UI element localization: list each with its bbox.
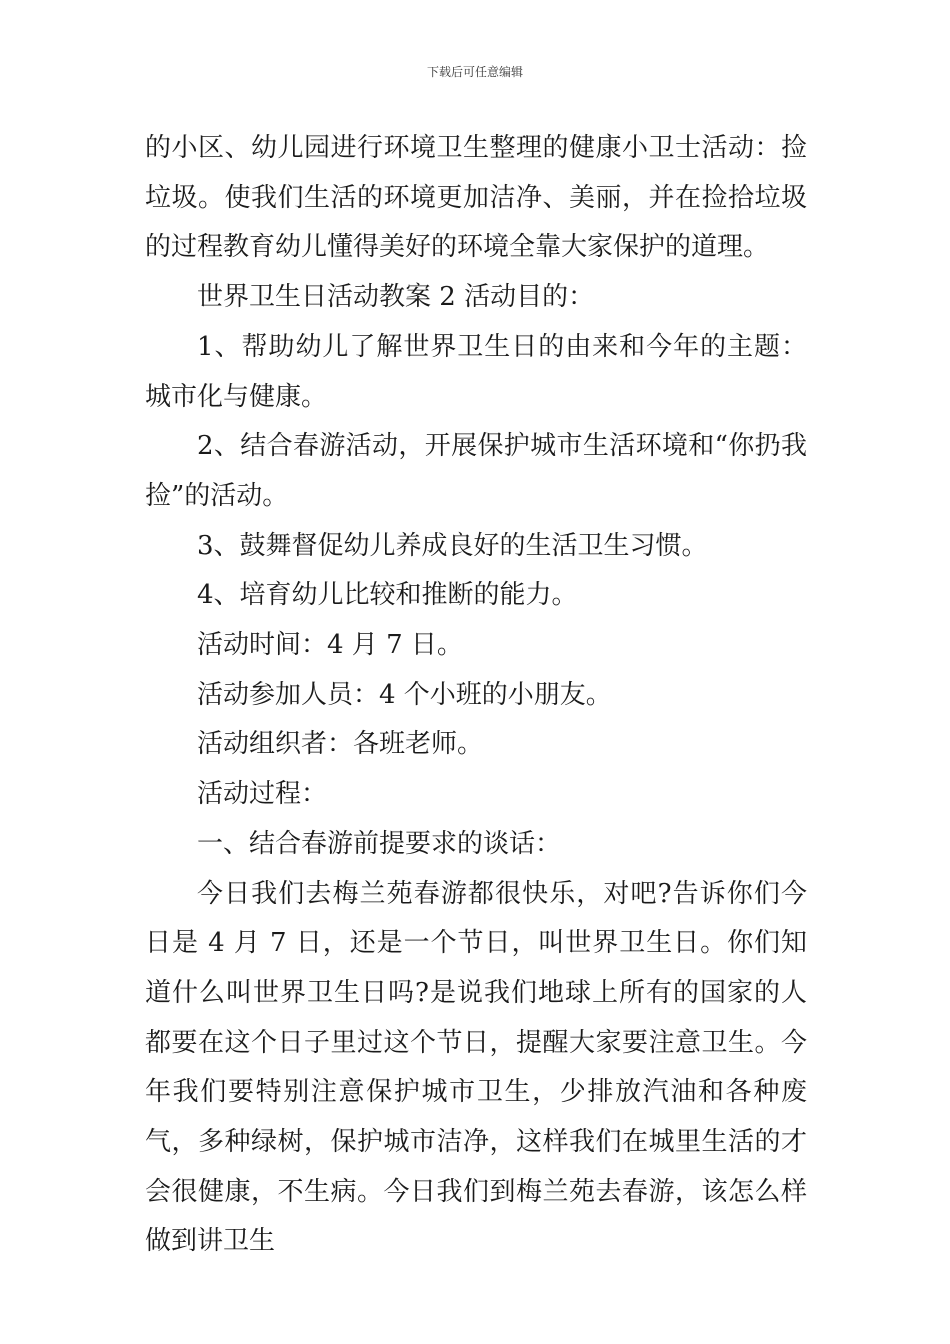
paragraph-6: 4、培育幼儿比较和推断的能力。 xyxy=(197,580,578,611)
paragraph-9: 活动组织者：各班老师。 xyxy=(197,729,484,760)
paragraph-11: 一、结合春游前提要求的谈话： xyxy=(197,828,562,859)
paragraph-2: 世界卫生日活动教案 2 活动目的： xyxy=(197,282,595,313)
paragraph-1: 的小区、幼儿园进行环境卫生整理的健康小卫士活动：捡垃圾。使我们生活的环境更加洁净、美丽，并在捡拾垃圾的过程教育幼儿懂得美好的环境全靠大家保护的道理。 xyxy=(145,133,807,263)
document-body xyxy=(145,124,807,1267)
page-header-note: 下载后可任意编辑 xyxy=(426,65,523,79)
paragraph-8: 活动参加人员：4 个小班的小朋友。 xyxy=(197,679,612,710)
paragraph-4: 2、结合春游活动，开展保护城市生活环境和“你扔我捡”的活动。 xyxy=(145,431,807,511)
paragraph-5: 3、鼓舞督促幼儿养成良好的生活卫生习惯。 xyxy=(197,530,708,561)
paragraph-7: 活动时间：4 月 7 日。 xyxy=(197,630,463,661)
paragraph-12: 今日我们去梅兰苑春游都很快乐，对吧?告诉你们今日是 4 月 7 日，还是一个节日，叫世界卫生日。你们知道什么叫世界卫生日吗?是说我们地球上所有的国家的人都要在这个日子里过这个节日，提醒大家要注意卫生。今年我们要特别注意保护城市卫生，少排放汽油和各种废气，多种绿树，保护城市洁净，这样我们在城里生活的才会很健康，不生病。今日我们到梅兰苑去春游，该怎么样做到讲卫生 xyxy=(145,878,807,1257)
paragraph-10: 活动过程： xyxy=(197,779,328,810)
paragraph-3: 1、帮助幼儿了解世界卫生日的由来和今年的主题：城市化与健康。 xyxy=(145,331,807,412)
